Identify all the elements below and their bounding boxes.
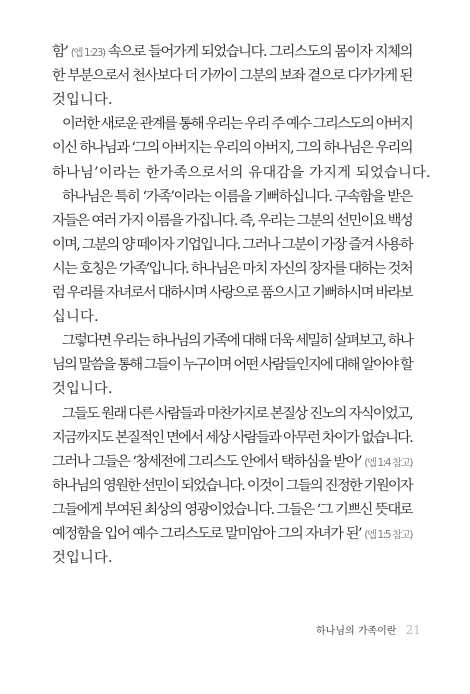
- text-line: [52, 42, 412, 63]
- text-line: [52, 452, 412, 473]
- text-run: 지금까지도 본질적인 면에서 세상 사람들과 아무런 차이가 없습니다.: [52, 430, 412, 446]
- text-run: 이신 하나님과 ‘그의 아버지는 우리의 아버지, 그의 하나님은 우리의: [52, 140, 412, 156]
- text-line: [62, 331, 412, 351]
- text-line: [52, 211, 412, 231]
- text-run: 럼 우리를 자녀로서 대하시며 사랑으로 품으시고 기뻐하시며 바라보: [52, 285, 412, 301]
- text-run: 님의 말씀을 통해 그들이 누구이며 어떤 사람들인지에 대해 알아야 할: [52, 357, 412, 373]
- text-run: 하나님’이라는 한가족으로서의 유대감을 가지게 되었습니다.: [52, 165, 431, 181]
- text-run: 하나님의 영원한 선민이 되었습니다. 이것이 그들의 진정한 기원이자: [52, 478, 412, 494]
- text-run: 예정함을 입어 예수 그리스도로 말미암아 그의 자녀가 된’: [52, 526, 365, 542]
- text-line: [52, 283, 412, 303]
- text-run: 속으로 들어가게 되었습니다. 그리스도의 몸이자 지체의: [104, 44, 412, 60]
- text-line: [52, 428, 412, 448]
- text-line: [52, 379, 113, 399]
- text-run: 그들에게 부여된 최상의 영광이었습니다. 그들은 ‘그 기쁘신 뜻대로: [52, 502, 412, 518]
- text-line: [62, 404, 412, 424]
- text-line: [52, 500, 412, 520]
- text-run: 것입니다.: [52, 381, 113, 397]
- text-line: [52, 355, 412, 375]
- text-run: 시는 호칭은 ‘가족’입니다. 하나님은 마치 자신의 장자를 대하는 것처: [52, 261, 412, 277]
- text-line: [52, 235, 412, 255]
- text-line: [52, 138, 412, 158]
- text-line: [52, 163, 431, 183]
- text-line: [52, 259, 412, 279]
- text-line: [52, 307, 99, 327]
- text-line: [62, 187, 412, 207]
- text-run: 그들도 원래 다른 사람들과 마찬가지로 본질상 진노의 자식이었고,: [62, 406, 412, 422]
- text-run: 것입니다.: [52, 92, 113, 108]
- text-run: 한 부분으로서 천사보다 더 가까이 그분의 보좌 곁으로 다가가게 된: [52, 68, 412, 84]
- text-run: 것입니다.: [52, 550, 113, 566]
- text-line: [62, 114, 412, 134]
- scripture-reference: (엡 1:23): [70, 47, 105, 59]
- page-footer: [316, 622, 421, 637]
- text-line: [52, 476, 412, 496]
- text-line: [52, 90, 113, 110]
- scripture-reference: (엡 1:4 참고): [364, 457, 412, 469]
- text-line: [52, 66, 412, 86]
- scripture-reference: (엡 1:5 참고): [364, 529, 412, 541]
- text-run: 이러한 새로운 관계를 통해 우리는 우리 주 예수 그리스도의 아버지: [62, 116, 412, 132]
- text-line: [52, 524, 412, 545]
- text-run: 그러나 그들은 ‘창세전에 그리스도 안에서 택하심을 받아’: [52, 454, 365, 470]
- text-run: 그렇다면 우리는 하나님의 가족에 대해 더욱 세밀히 살펴보고, 하나: [62, 333, 412, 349]
- text-line: [52, 548, 113, 568]
- text-run: 하나님은 특히 ‘가족’이라는 이름을 기뻐하십니다. 구속함을 받은: [62, 189, 412, 205]
- text-run: ’: [64, 44, 71, 60]
- text-run: 십니다.: [52, 309, 99, 325]
- text-run: 이며, 그분의 양 떼이자 기업입니다. 그러나 그분이 가장 즐겨 사용하: [52, 237, 412, 253]
- text-run: 자들은 여러 가지 이름을 가집니다. 즉, 우리는 그분의 선민이요 백성: [52, 213, 412, 229]
- page-number: 21: [405, 623, 421, 637]
- text-run: 함: [52, 44, 65, 60]
- running-title: 하나님의 가족이란: [316, 626, 397, 637]
